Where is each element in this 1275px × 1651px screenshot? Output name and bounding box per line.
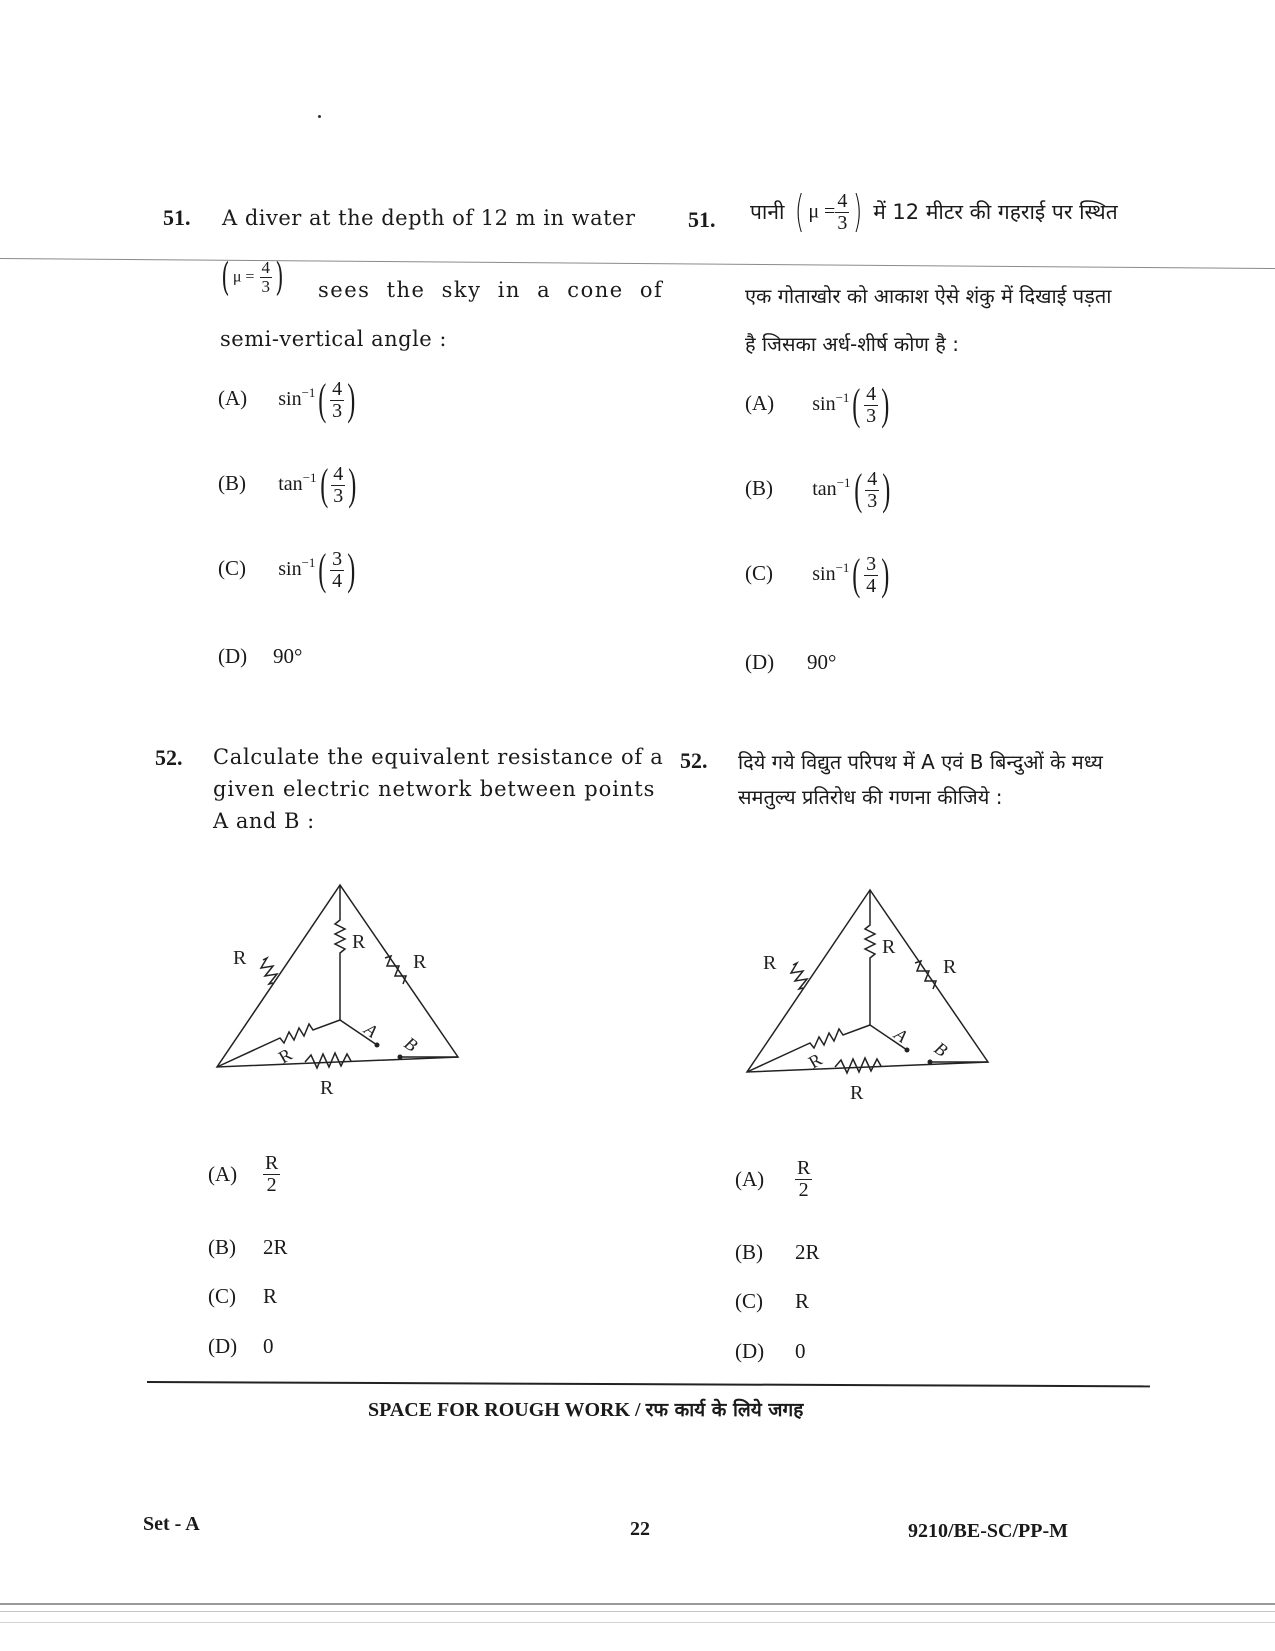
q52-option-c-en (208, 1284, 277, 1309)
label-r-bottom: R (850, 1082, 864, 1104)
label-r-right: R (413, 951, 427, 973)
den: 2 (263, 1174, 280, 1196)
den: 2 (795, 1179, 812, 1201)
fn: sin (812, 562, 836, 585)
q51-option-b-hi: (B) $\tan^{-1}$( $\frac{4}{3}$ ) (745, 465, 891, 514)
q51-text-line1-hi: पानी ( μ = $\frac{4}{3}$ ) में 12 मीटर की गहराई पर स्थित (750, 186, 1118, 237)
footer-code: 9210/BE-SC/PP-M (908, 1520, 1068, 1542)
exponent: −1 (835, 559, 850, 575)
option-label: (D) (735, 1339, 765, 1363)
label-r-left: R (233, 947, 247, 969)
q52-text-line2-hi: समतुल्य प्रतिरोध की गणना कीजिये : (738, 785, 1003, 809)
num: R (797, 1157, 811, 1179)
label-a: A (360, 1018, 382, 1042)
rough-work-divider (147, 1381, 1150, 1387)
option-value: R (795, 1289, 810, 1313)
den: 3 (332, 399, 343, 422)
scan-line (0, 258, 1275, 269)
fn: tan (278, 472, 303, 495)
resistor-left-edge (791, 963, 807, 989)
option-label: (B) (735, 1240, 763, 1264)
den: 4 (866, 574, 877, 597)
node-b (398, 1055, 403, 1060)
q51-option-b-en: (B) $\tan^{-1}$( $\frac{4}{3}$ ) (218, 460, 357, 509)
q51-hi-pre: पानी (750, 200, 785, 224)
option-value: 90° (273, 644, 303, 668)
q52-text-line1-hi: दिये गये विद्युत परिपथ में A एवं B बिन्दुओं के मध्य (738, 750, 1103, 774)
exponent: −1 (301, 384, 316, 400)
mu-den: 3 (261, 276, 271, 296)
den: 3 (866, 404, 877, 427)
q52-option-c-hi (735, 1289, 809, 1314)
q51-option-a-hi: (A) $\sin^{-1}$( $\frac{4}{3}$ ) (745, 380, 890, 429)
q52-number-hi: 52. (680, 748, 708, 773)
option-value: 2R (795, 1240, 820, 1264)
triangle-outer (217, 885, 458, 1067)
rough-work-heading (368, 1396, 803, 1422)
option-value: 0 (795, 1339, 806, 1363)
q51-text-line1-en: A diver at the depth of 12 m in water (222, 206, 636, 230)
option-label: (B) (745, 475, 773, 500)
q52-option-a-en (208, 1153, 280, 1196)
resistor-top (335, 885, 345, 1020)
option-value: R (263, 1284, 278, 1308)
rough-work-hi: रफ कार्य के लिये जगह (645, 1399, 804, 1421)
q51-text-line2-hi: एक गोताखोर को आकाश ऐसे शंकु में दिखाई पड़ता (745, 284, 1112, 308)
bottom-scan-line-2 (0, 1611, 1275, 1612)
q51-option-c-en: (C) $\sin^{-1}$( $\frac{3}{4}$ ) (218, 545, 356, 594)
node-a (905, 1048, 910, 1053)
q51-text-line3-hi: है जिसका अर्ध-शीर्ष कोण है : (745, 332, 959, 356)
fn: sin (812, 392, 836, 415)
q52-option-b-en (208, 1235, 288, 1260)
mu-symbol: μ = (808, 200, 836, 223)
rough-work-en: SPACE FOR ROUGH WORK / (368, 1399, 641, 1421)
q52-text-line2-en: given electric network between points (213, 777, 656, 801)
speck (318, 115, 321, 118)
option-label: (B) (218, 470, 246, 495)
option-label: (B) (208, 1235, 236, 1259)
q51-option-d-hi (745, 650, 836, 675)
option-value: 2R (263, 1235, 288, 1259)
footer-set: Set - A (143, 1513, 200, 1535)
q52-option-d-en (208, 1334, 274, 1359)
label-r-top: R (882, 936, 896, 958)
q51-hi-post: में 12 मीटर की गहराई पर स्थित (873, 200, 1118, 224)
q52-option-a-hi (735, 1158, 812, 1201)
resistor-bottom (835, 1058, 881, 1073)
mu-num: 4 (837, 189, 848, 212)
footer-page-number: 22 (630, 1518, 650, 1540)
label-r-left: R (763, 952, 777, 974)
fn: sin (278, 557, 302, 580)
exponent: −1 (301, 554, 316, 570)
num: R (265, 1152, 279, 1174)
option-label: (A) (218, 385, 248, 410)
q52-text-line1-en: Calculate the equivalent resistance of a (213, 745, 664, 769)
label-b: B (400, 1032, 422, 1056)
bottom-scan-line (0, 1603, 1275, 1605)
option-label: (A) (208, 1162, 238, 1186)
option-label: (A) (745, 390, 775, 415)
node-a (375, 1043, 380, 1048)
exponent: −1 (835, 389, 850, 405)
option-label: (D) (745, 650, 775, 674)
option-value: 0 (263, 1334, 274, 1358)
mu-num: 4 (261, 257, 271, 277)
q51-text-line3-en: semi-vertical angle : (220, 327, 447, 351)
node-b (928, 1060, 933, 1065)
q51-number-hi: 51. (688, 207, 716, 232)
option-label: (D) (208, 1334, 238, 1358)
q52-number-en: 52. (155, 745, 183, 770)
exponent: −1 (836, 474, 851, 490)
option-label: (C) (745, 560, 773, 585)
num: 4 (333, 462, 344, 485)
option-label: (C) (735, 1289, 763, 1313)
mu-den: 3 (837, 211, 848, 234)
label-r-inner: R (805, 1049, 826, 1073)
q52-option-b-hi (735, 1240, 820, 1265)
num: 4 (867, 467, 878, 490)
fn: sin (278, 387, 302, 410)
mu-symbol: μ = (232, 268, 255, 286)
den: 3 (333, 484, 344, 507)
resistor-right-edge (915, 961, 936, 989)
exponent: −1 (302, 469, 317, 485)
label-r-right: R (943, 956, 957, 978)
q51-option-c-hi: (C) $\sin^{-1}$( $\frac{3}{4}$ ) (745, 550, 890, 599)
num: 4 (866, 382, 877, 405)
resistor-inner-left (217, 1020, 340, 1067)
q51-mu-en: ( μ = $\frac{4}{3}$ ) (221, 255, 284, 299)
num: 3 (332, 547, 343, 570)
num: 3 (866, 552, 877, 575)
q51-option-a-en: (A) $\sin^{-1}$( $\frac{4}{3}$ ) (218, 375, 356, 424)
den: 3 (867, 489, 878, 512)
resistor-right-edge (385, 956, 406, 984)
label-r-top: R (352, 931, 366, 953)
option-label: (D) (218, 644, 248, 668)
den: 4 (332, 569, 343, 592)
resistor-bottom (305, 1053, 351, 1068)
label-a: A (890, 1023, 912, 1047)
circuit-diagram-hi (735, 875, 1005, 1115)
resistor-inner-left (747, 1025, 870, 1072)
q51-number-en: 51. (163, 205, 191, 230)
label-r-inner: R (275, 1044, 296, 1068)
q52-option-d-hi (735, 1339, 806, 1364)
q52-text-line3-en: A and B : (213, 809, 315, 833)
option-value: 90° (807, 650, 837, 674)
q51-option-d-en (218, 644, 302, 669)
resistor-left-edge (261, 958, 277, 984)
resistor-top (865, 890, 875, 1025)
option-label: (C) (208, 1284, 236, 1308)
num: 4 (332, 377, 343, 400)
option-label: (C) (218, 555, 246, 580)
fn: tan (812, 477, 837, 500)
q51-text-line2-en: sees the sky in a cone of (318, 278, 664, 302)
label-r-bottom: R (320, 1077, 334, 1099)
triangle-outer (747, 890, 988, 1072)
option-label: (A) (735, 1167, 765, 1191)
label-b: B (930, 1037, 952, 1061)
bottom-scan-line-3 (0, 1622, 1275, 1623)
circuit-diagram-en (205, 870, 475, 1110)
